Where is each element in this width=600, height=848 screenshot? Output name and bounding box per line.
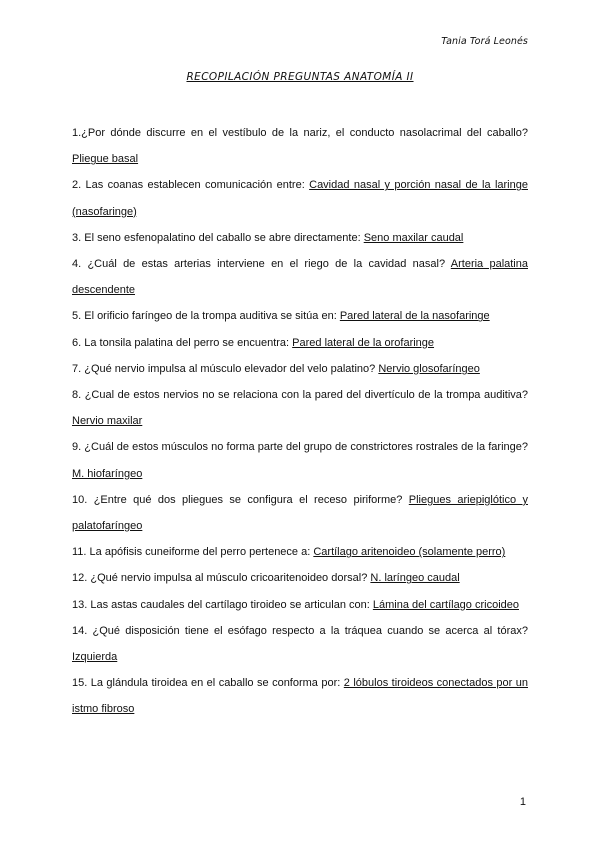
answer-text: Cavidad nasal y porción nasal de la laringe (nasofaringe)	[72, 179, 528, 218]
question-text: 2. Las coanas establecen comunicación entre:	[72, 179, 305, 192]
answer-text: Nervio maxilar	[72, 415, 143, 428]
answer-text: Pliegue basal	[72, 153, 139, 166]
question-item	[72, 225, 528, 251]
answer-text: Seno maxilar caudal	[363, 231, 464, 244]
question-item	[72, 618, 528, 670]
question-item	[72, 592, 528, 618]
answer-text: Nervio glosofaríngeo	[378, 362, 480, 375]
document-author: Tania Torá Leonés	[441, 36, 528, 47]
answer-text: 2 lóbulos tiroideos conectados por un istmo fibroso	[72, 677, 528, 716]
question-text: 3. El seno esfenopalatino del caballo se abre directamente:	[72, 231, 361, 244]
question-item	[72, 434, 528, 486]
question-item	[72, 120, 528, 172]
document-title: RECOPILACIÓN PREGUNTAS ANATOMÍA II	[186, 71, 414, 83]
question-text: 1.¿Por dónde discurre en el vestíbulo de la nariz, el conducto nasolacrimal del caballo?	[72, 127, 528, 139]
page-number: 1	[519, 796, 526, 808]
question-text: 6. La tonsila palatina del perro se encuentra:	[72, 336, 290, 349]
answer-text: Pliegues ariepiglótico y palatofaríngeo	[72, 493, 528, 533]
question-list	[72, 120, 528, 723]
question-text: 4. ¿Cuál de estas arterias interviene en el riego de la cavidad nasal?	[72, 258, 446, 271]
answer-text: Pared lateral de la nasofaringe	[339, 310, 490, 323]
answer-text: Arteria palatina descendente	[72, 258, 528, 297]
question-item	[72, 303, 528, 329]
question-text: 11. La apófisis cuneiforme del perro pertenece a:	[72, 546, 311, 559]
question-text: 15. La glándula tiroidea en el caballo se conforma por:	[72, 677, 341, 690]
question-item	[72, 670, 528, 722]
question-item	[72, 487, 528, 539]
answer-text: Izquierda	[72, 651, 118, 664]
question-text: 12. ¿Qué nervio impulsa al músculo cricoaritenoideo dorsal?	[72, 572, 368, 585]
question-text: 10. ¿Entre qué dos pliegues se configura el receso piriforme?	[72, 493, 403, 506]
question-item	[72, 565, 528, 591]
answer-text: Pared lateral de la orofaringe	[292, 336, 435, 349]
question-item	[72, 172, 528, 224]
question-text: 7. ¿Qué nervio impulsa al músculo elevador del velo palatino?	[72, 362, 376, 375]
question-item	[72, 539, 528, 565]
question-text: 14. ¿Qué disposición tiene el esófago respecto a la tráquea cuando se acerca al tórax?	[72, 624, 528, 637]
question-text: 8. ¿Cual de estos nervios no se relaciona con la pared del divertículo de la trompa auditiva?	[72, 389, 528, 402]
answer-text: N. laríngeo caudal	[370, 572, 460, 585]
question-text: 9. ¿Cuál de estos músculos no forma parte del grupo de constrictores rostrales de la faringe?	[72, 441, 528, 454]
question-item	[72, 251, 528, 303]
question-text: 13. Las astas caudales del cartílago tiroideo se articulan con:	[72, 598, 370, 611]
question-item	[72, 330, 528, 356]
question-item	[72, 356, 528, 382]
question-text: 5. El orificio faríngeo de la trompa auditiva se sitúa en:	[72, 310, 337, 323]
answer-text: Cartílago aritenoideo (solamente perro)	[313, 546, 506, 559]
question-item	[72, 382, 528, 434]
answer-text: M. hiofaríngeo	[72, 467, 143, 480]
answer-text: Lámina del cartílago cricoideo	[372, 598, 519, 611]
